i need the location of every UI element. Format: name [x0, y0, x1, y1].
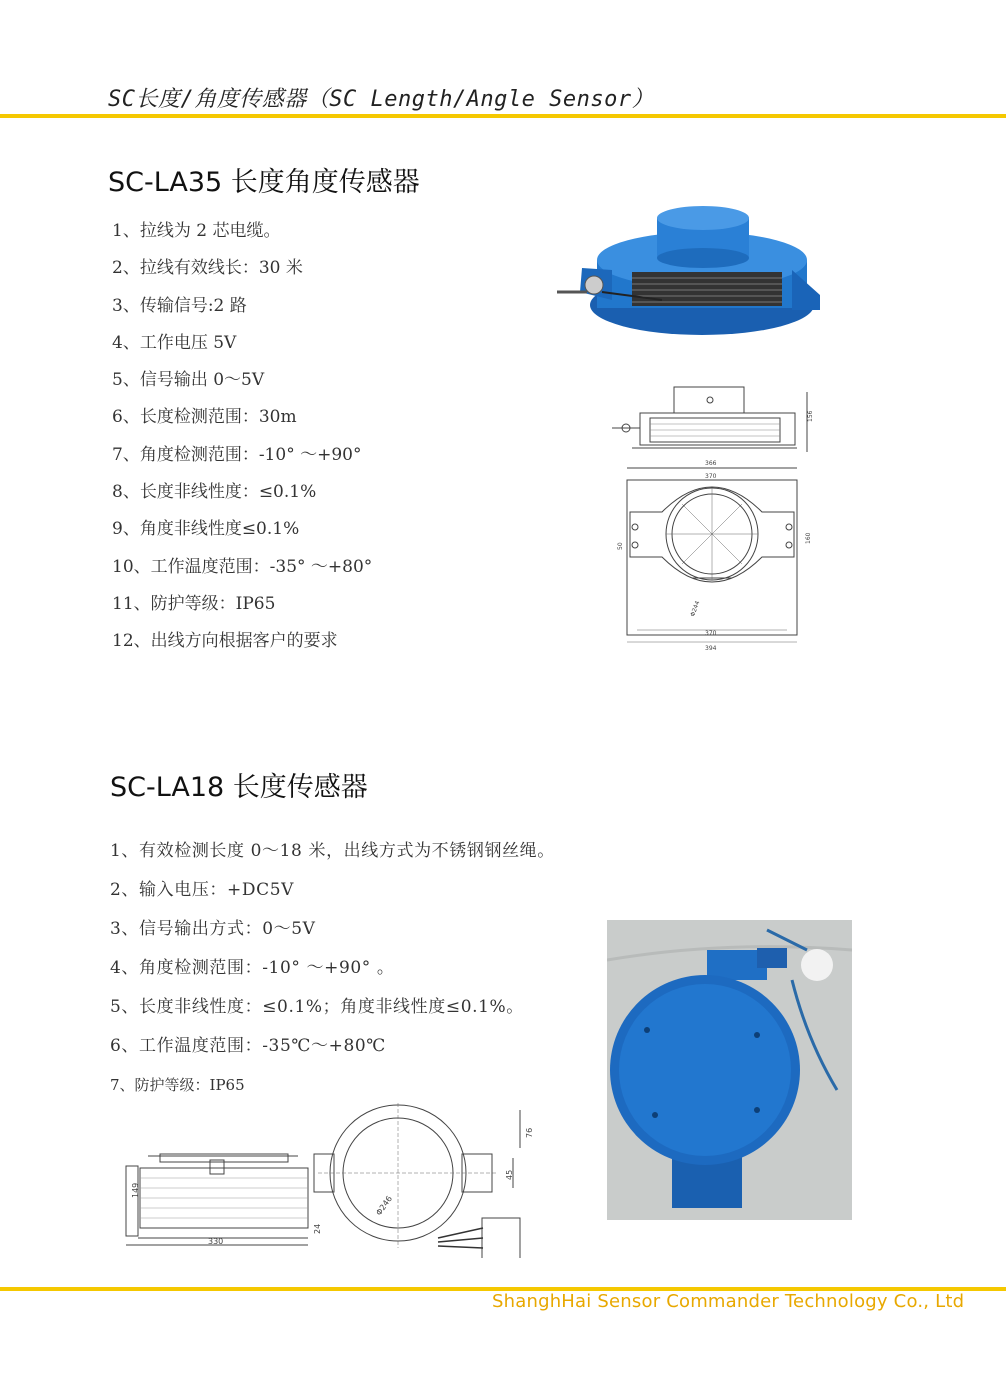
- dim-height-label: 156: [807, 410, 814, 422]
- sc-la35-technical-drawing: [602, 382, 824, 657]
- dim-left-height-label: 50: [617, 542, 624, 550]
- spec-item: 9、角度非线性度≤0.1%: [112, 519, 300, 540]
- spec-item: 4、角度检测范围：-10° ～+90° 。: [110, 958, 395, 978]
- dim-top-label: 76: [525, 1127, 534, 1138]
- dim-width-outer-label: 366: [705, 460, 717, 467]
- section1-spec-list: [112, 218, 372, 666]
- dim-small-height-label: 24: [313, 1223, 322, 1234]
- spec-item: 12、出线方向根据客户的要求: [112, 631, 338, 652]
- spec-item: 5、信号输出 0～5V: [112, 370, 265, 391]
- spec-item: 3、传输信号:2 路: [112, 295, 247, 316]
- sc-la35-product-image: [552, 200, 832, 340]
- spec-item: 3、信号输出方式：0～5V: [110, 919, 316, 939]
- spec-item: 11、防护等级：IP65: [112, 593, 276, 614]
- spec-item: 4、工作电压 5V: [112, 332, 237, 353]
- dim-diameter-label: Φ244: [689, 600, 702, 618]
- spec-item: 10、工作温度范围：-35° ～+80°: [112, 556, 373, 577]
- spec-item: 6、工作温度范围：-35℃～+80℃: [110, 1036, 386, 1056]
- dim-height-label-2: 149: [131, 1182, 140, 1198]
- spec-item: 6、长度检测范围：30m: [112, 407, 297, 428]
- spec-item: 8、长度非线性度：≤0.1%: [112, 482, 317, 503]
- header-rule: [0, 114, 1006, 118]
- dim-width-inner-label: 370: [705, 473, 717, 480]
- sc-la18-technical-drawing: [118, 1098, 538, 1258]
- section1-title: SC-LA35 长度角度传感器: [108, 167, 420, 198]
- spec-item: 7、防护等级：IP65: [110, 1076, 245, 1094]
- footer-company-name: ShanghHai Sensor Commander Technology Co., Ltd: [492, 1291, 965, 1312]
- spec-item: 1、有效检测长度 0～18 米，出线方式为不锈钢钢丝绳。: [110, 841, 555, 861]
- dim-width-label-2: 330: [208, 1237, 224, 1246]
- dim-diameter-label-2: Φ246: [374, 1194, 395, 1218]
- page-header-title: SC长度/角度传感器（SC Length/Angle Sensor）: [108, 87, 655, 112]
- sc-la18-product-photo: [607, 920, 852, 1220]
- spec-item: 1、拉线为 2 芯电缆。: [112, 221, 281, 241]
- spec-item: 7、角度检测范围：-10° ～+90°: [112, 444, 362, 465]
- spec-item: 2、输入电压：+DC5V: [110, 880, 294, 900]
- section2-title: SC-LA18 长度传感器: [110, 772, 368, 803]
- dim-right-height-label: 160: [805, 532, 812, 544]
- section2-spec-list: [110, 838, 555, 1111]
- dim-right-height-label-2: 45: [505, 1169, 514, 1180]
- dim-bottom-inner-label: 370: [705, 630, 717, 637]
- dim-bottom-outer-label: 394: [705, 645, 717, 652]
- spec-item: 5、长度非线性度：≤0.1%；角度非线性度≤0.1%。: [110, 997, 524, 1017]
- spec-item: 2、拉线有效线长：30 米: [112, 258, 303, 279]
